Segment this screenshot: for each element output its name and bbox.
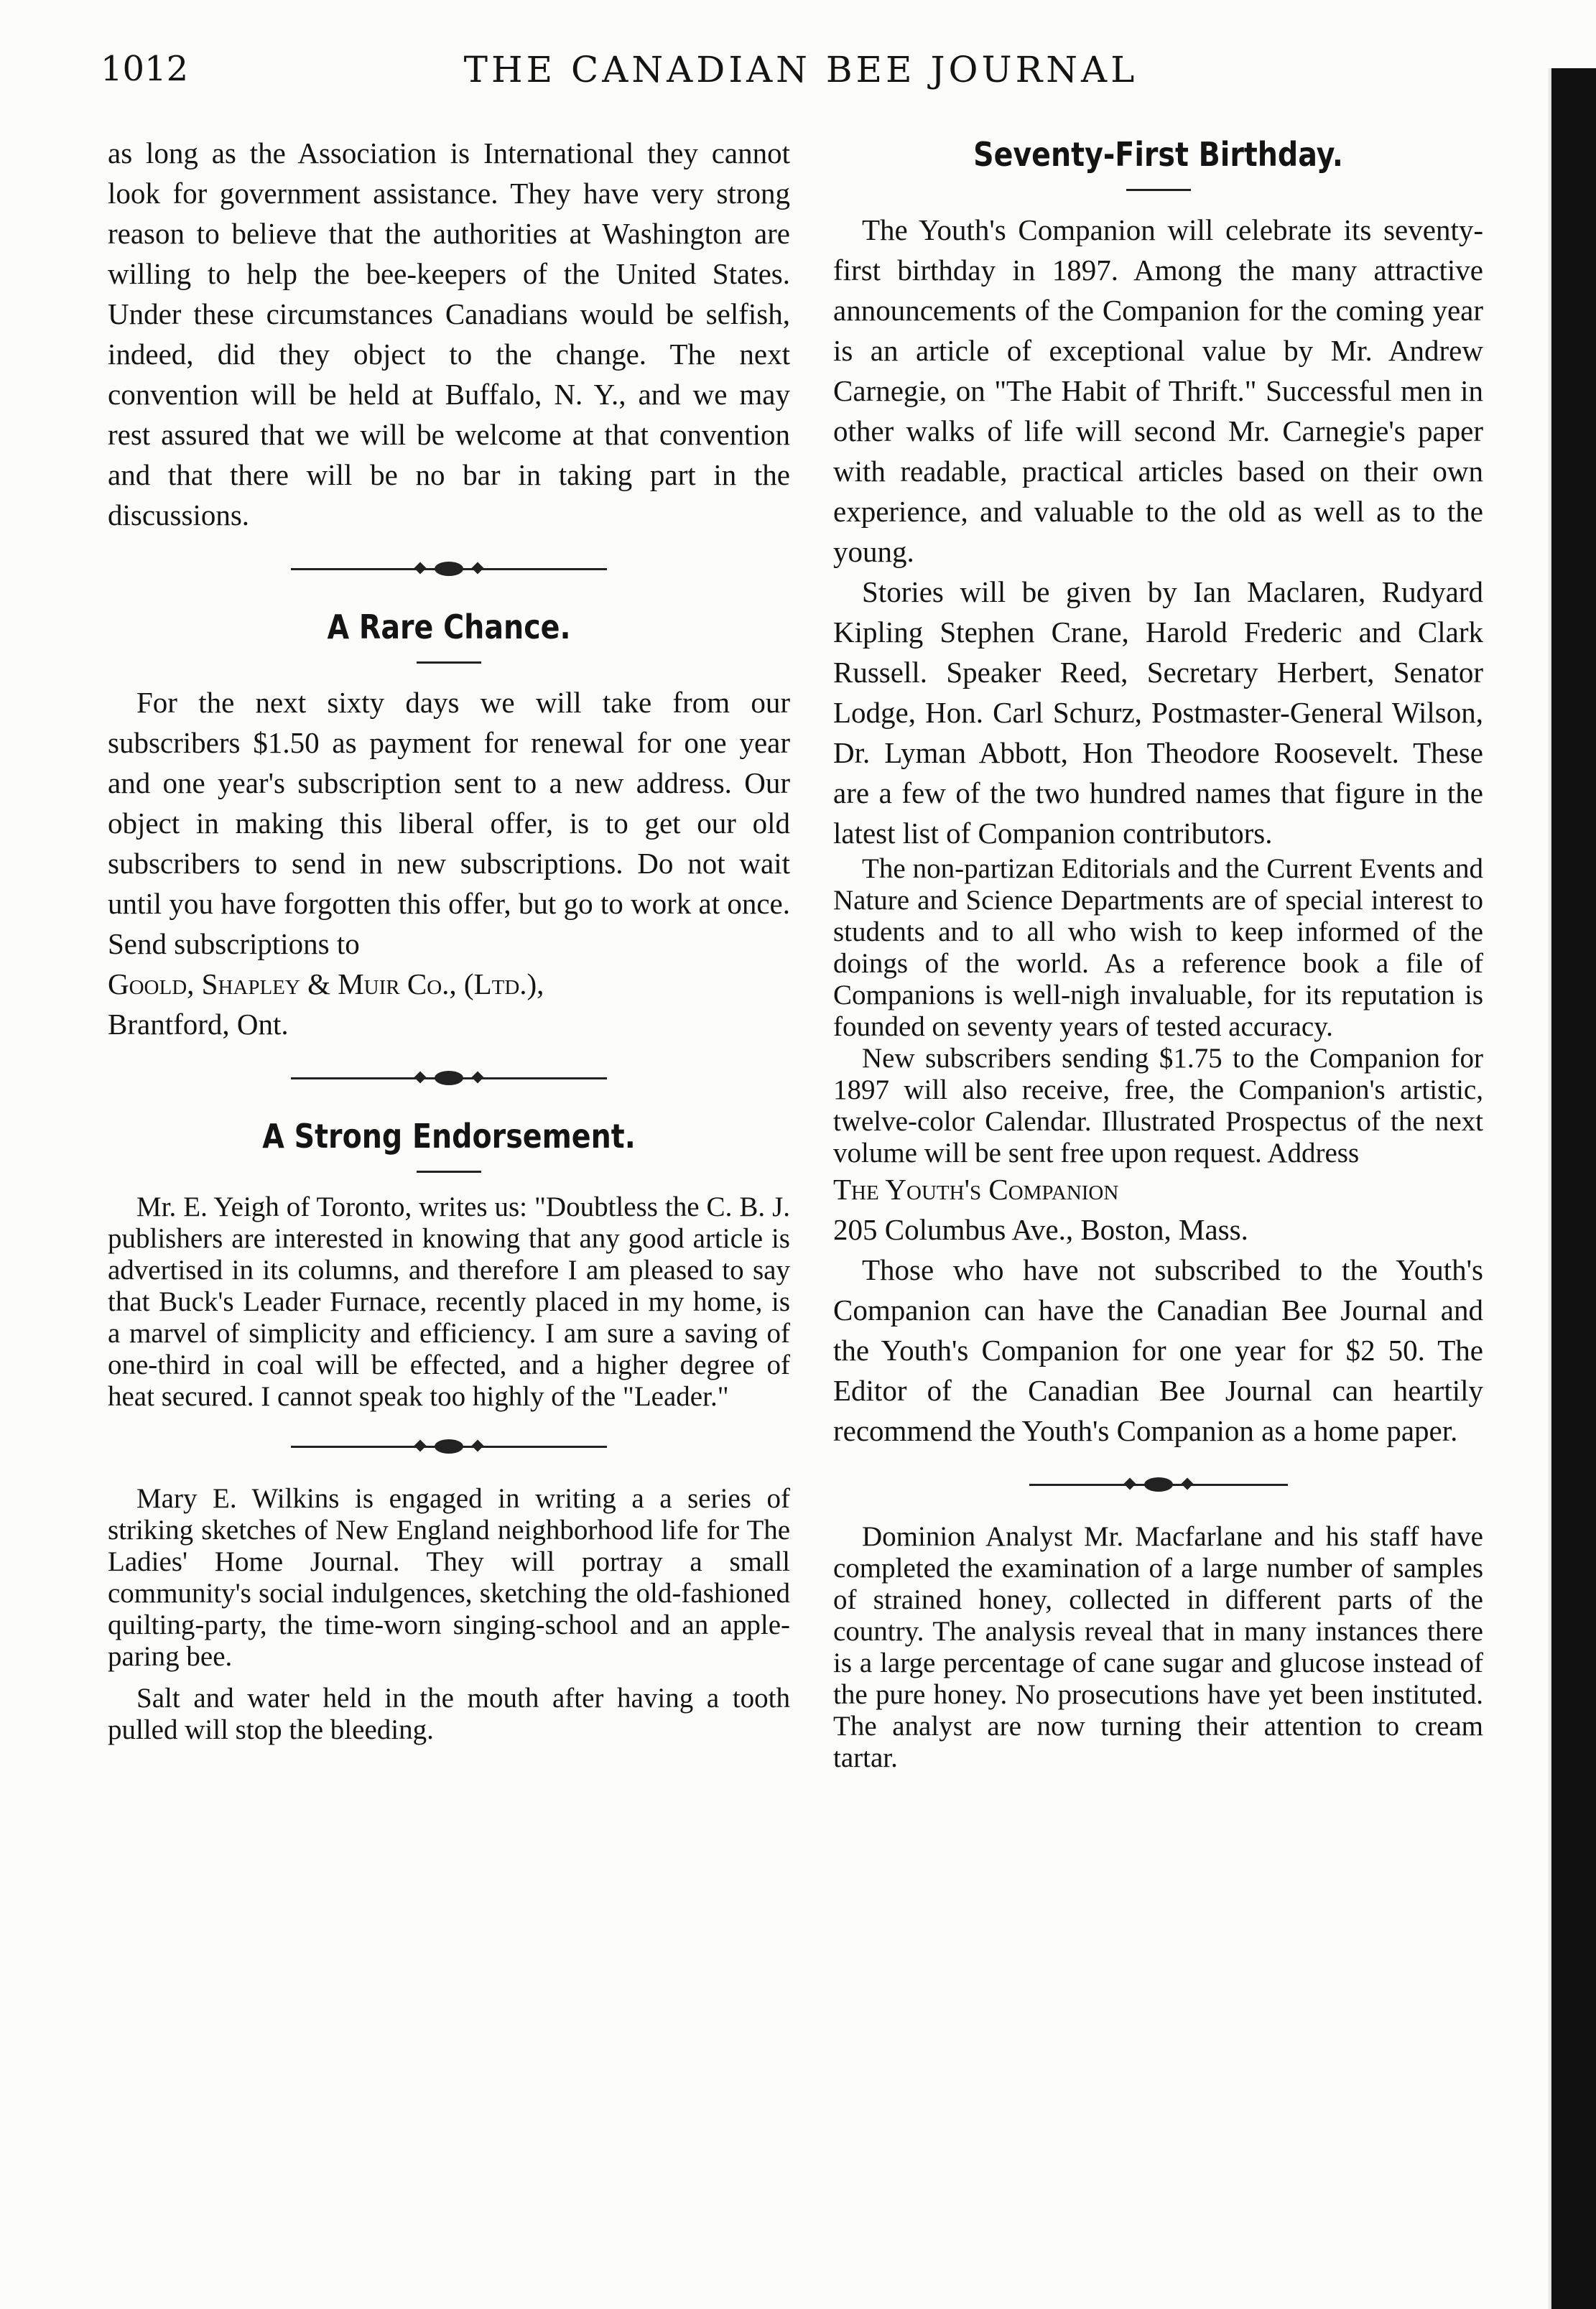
- wilkins-paragraph: Mary E. Wilkins is engaged in writing a a series of striking sketches of New England neighborhood life for The Ladies' Home Journal. They will portray a small community's social indulgences, sketching the old-fashioned quilting-party, the time-worn singing-school and an apple-paring bee.: [108, 1483, 790, 1672]
- title-rule: [417, 1171, 481, 1173]
- companion-address-name: The Youth's Companion: [833, 1173, 1119, 1206]
- rare-chance-address-name: Goold, Shapley & Muir Co., (Ltd.),: [108, 967, 544, 1000]
- strong-endorsement-title: A Strong Endorsement.: [262, 1117, 636, 1156]
- page-number: 1012: [101, 49, 189, 89]
- section-ornament: [108, 1436, 790, 1457]
- section-ornament: [108, 1067, 790, 1089]
- rare-chance-address-city: Brantford, Ont.: [108, 1008, 289, 1041]
- salt-water-paragraph: Salt and water held in the mouth after having a tooth pulled will stop the bleeding.: [108, 1683, 790, 1745]
- journal-title: THE CANADIAN BEE JOURNAL: [463, 49, 1138, 90]
- section-ornament: [833, 1474, 1483, 1495]
- analyst-paragraph: Dominion Analyst Mr. Macfarlane and his staff have completed the examination of a large number of samples of strained honey, collected in different parts of the country. The analysis reveal that in many instances there is a large percentage of cane sugar and glucose instead of the pure honey. No prosecutions have yet been instituted. The analyst are now turning their attention to cream tartar.: [833, 1521, 1483, 1773]
- scan-edge-shadow: [1551, 68, 1596, 2309]
- title-rule: [1126, 189, 1191, 191]
- birthday-paragraph-4: New subscribers sending $1.75 to the Companion for 1897 will also receive, free, the Companion's artistic, twelve-color Calendar. Illustrated Prospectus of the next volume will be sent free upon request. Address: [833, 1043, 1483, 1169]
- strong-endorsement-body: Mr. E. Yeigh of Toronto, writes us: "Doubtless the C. B. J. publishers are interested in knowing that any good article is advertised in its columns, and therefore I am pleased to say that Buck's Leader Furnace, recently placed in my home, is a marvel of simplicity and efficiency. I am sure a saving of one-third in coal will be effected, and a higher degree of heat secured. I cannot speak too highly of the "Leader.": [108, 1191, 790, 1412]
- right-column: [833, 133, 1483, 1774]
- birthday-paragraph-2: Stories will be given by Ian Maclaren, Rudyard Kipling Stephen Crane, Harold Frederic and Clark Russell. Speaker Reed, Secretary Herbert, Senator Lodge, Hon. Carl Schurz, Postmaster-General Wilson, Dr. Lyman Abbott, Hon Theodore Roosevelt. These are a few of the two hundred names that figure in the latest list of Companion contributors.: [833, 575, 1483, 850]
- section-ornament: [108, 558, 790, 580]
- page-header: [101, 43, 1501, 101]
- companion-address-street: 205 Columbus Ave., Boston, Mass.: [833, 1213, 1248, 1246]
- title-rule: [417, 661, 481, 664]
- birthday-paragraph-5: Those who have not subscribed to the Youth's Companion can have the Canadian Bee Journal and the Youth's Companion for one year for $2 50. The Editor of the Canadian Bee Journal can heartily recommend the Youth's Companion as a home paper.: [833, 1253, 1483, 1447]
- birthday-paragraph-1: The Youth's Companion will celebrate its seventy-first birthday in 1897. Among the many attractive announcements of the Companion for the coming year is an article of exceptional value by Mr. Andrew Carnegie, on "The Habit of Thrift." Successful men in other walks of life will second Mr. Carnegie's paper with readable, practical articles based on their own experience, and valuable to the old as well as to the young.: [833, 213, 1483, 568]
- birthday-paragraph-3: The non-partizan Editorials and the Current Events and Nature and Science Departments are of special interest to students and to all who wish to keep informed of the doings of the world. As a reference book a file of Companions is well-nigh invaluable, for its reputation is founded on seventy years of tested accuracy.: [833, 853, 1483, 1042]
- rare-chance-title: A Rare Chance.: [327, 608, 571, 646]
- rare-chance-body: For the next sixty days we will take from our subscribers $1.50 as payment for renewal for one year and one year's subscription sent to a new address. Our object in making this liberal offer, is to get our old subscribers to send in new subscriptions. Do not wait until you have forgotten this offer, but go to work at once. Send subscriptions to: [108, 686, 790, 960]
- birthday-title: Seventy-First Birthday.: [973, 135, 1343, 174]
- intro-paragraph: as long as the Association is International they cannot look for government assistance. They have very strong reason to believe that the authorities at Washington are willing to help the bee-keepers of the United States. Under these circumstances Canadians would be selfish, indeed, did they object to the change. The next convention will be held at Buffalo, N. Y., and we may rest assured that we will be welcome at that convention and that there will be no bar in taking part in the discussions.: [108, 136, 790, 531]
- left-column: [108, 133, 790, 1746]
